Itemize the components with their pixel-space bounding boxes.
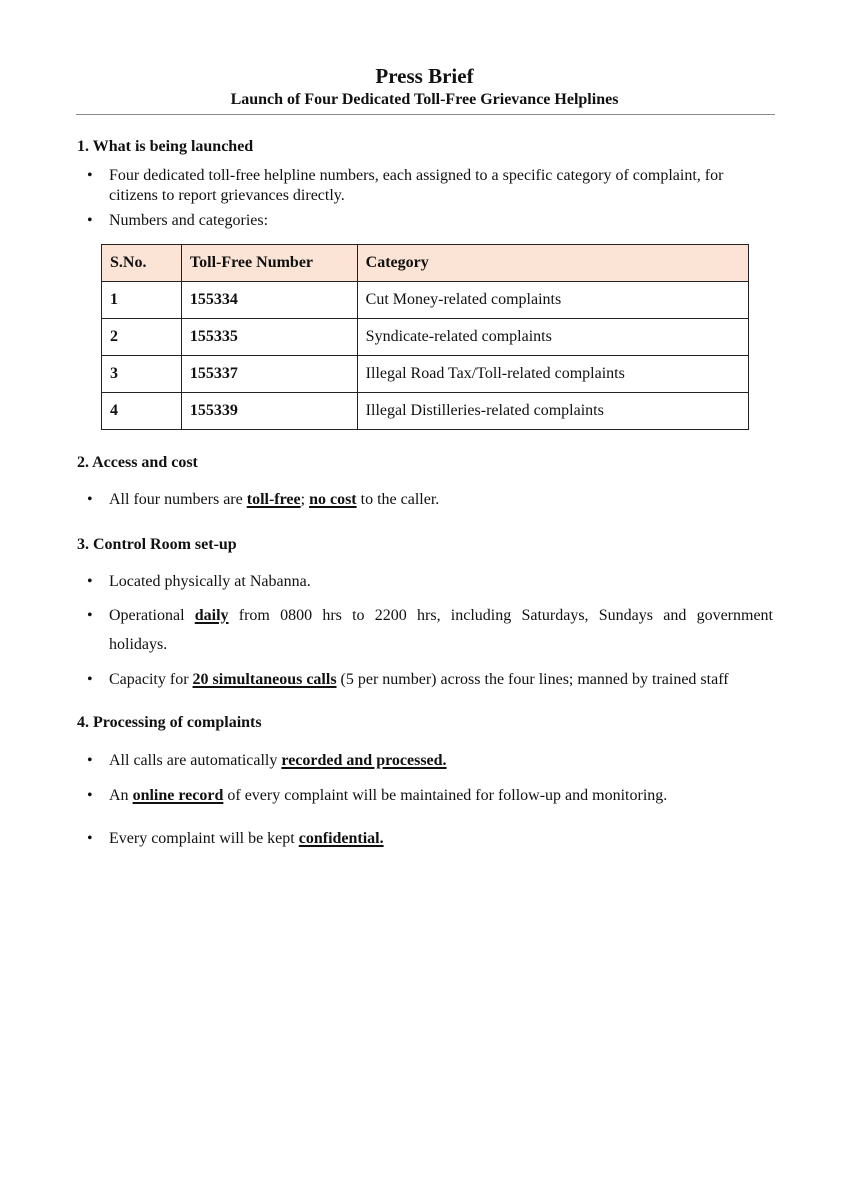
cell-category: Cut Money-related complaints [357,282,748,319]
section-heading-launch: 1. What is being launched [77,138,254,155]
bullet-text: Every complaint will be kept confidential. [109,830,384,847]
column-header-category: Category [357,245,748,282]
section-heading-processing: 4. Processing of complaints [77,714,262,731]
cell-number: 155337 [181,356,357,393]
column-header-number: Toll-Free Number [181,245,357,282]
bullet-marker: • [87,752,93,769]
emphasis-daily: daily [194,607,229,624]
cell-sno: 1 [102,282,182,319]
page-title: Press Brief [375,64,474,88]
bullet-marker: • [87,167,93,184]
table-row [102,282,749,319]
bullet-text: Four dedicated toll-free helpline numbers, each assigned to a specific category of complaint, for [109,167,724,184]
bullet-text: Numbers and categories: [109,212,269,229]
bullet-text: Operational daily from 0800 hrs to 2200 hrs, including Saturdays, Sundays and government [109,607,773,624]
emphasis-simultaneous-calls: 20 simultaneous calls [192,671,337,688]
emphasis-no-cost: no cost [309,491,357,508]
emphasis-online-record: online record [132,787,224,804]
table-header-row [102,245,749,282]
bullet-marker: • [87,787,93,804]
cell-category: Illegal Road Tax/Toll-related complaints [357,356,748,393]
bullet-text-continued: holidays. [109,636,168,653]
emphasis-confidential: confidential. [298,830,384,847]
cell-category: Syndicate-related complaints [357,319,748,356]
cell-category: Illegal Distilleries-related complaints [357,393,748,430]
bullet-text-continued: citizens to report grievances directly. [109,187,345,204]
bullet-text: All calls are automatically recorded and processed. [109,752,447,769]
table-row [102,393,749,430]
cell-number: 155334 [181,282,357,319]
bullet-text: All four numbers are toll-free; no cost to the caller. [109,491,440,508]
helpline-table [101,244,749,430]
bullet-marker: • [87,212,93,229]
bullet-text: An online record of every complaint will be maintained for follow-up and monitoring. [109,787,668,804]
cell-sno: 3 [102,356,182,393]
column-header-sno: S.No. [102,245,182,282]
emphasis-recorded: recorded and processed. [281,752,447,769]
table-row [102,319,749,356]
page-subtitle: Launch of Four Dedicated Toll-Free Grievance Helplines [230,91,619,108]
bullet-marker: • [87,830,93,847]
bullet-text: Located physically at Nabanna. [109,573,311,590]
bullet-marker: • [87,607,93,624]
bullet-text: Capacity for 20 simultaneous calls (5 per number) across the four lines; manned by trained staff [109,671,729,688]
cell-number: 155339 [181,393,357,430]
bullet-marker: • [87,573,93,590]
section-heading-control-room: 3. Control Room set-up [77,536,237,553]
cell-sno: 4 [102,393,182,430]
emphasis-toll-free: toll-free [246,491,301,508]
cell-sno: 2 [102,319,182,356]
bullet-marker: • [87,491,93,508]
bullet-marker: • [87,671,93,688]
cell-number: 155335 [181,319,357,356]
header-divider [76,114,775,115]
section-heading-access: 2. Access and cost [77,454,198,471]
table-row [102,356,749,393]
